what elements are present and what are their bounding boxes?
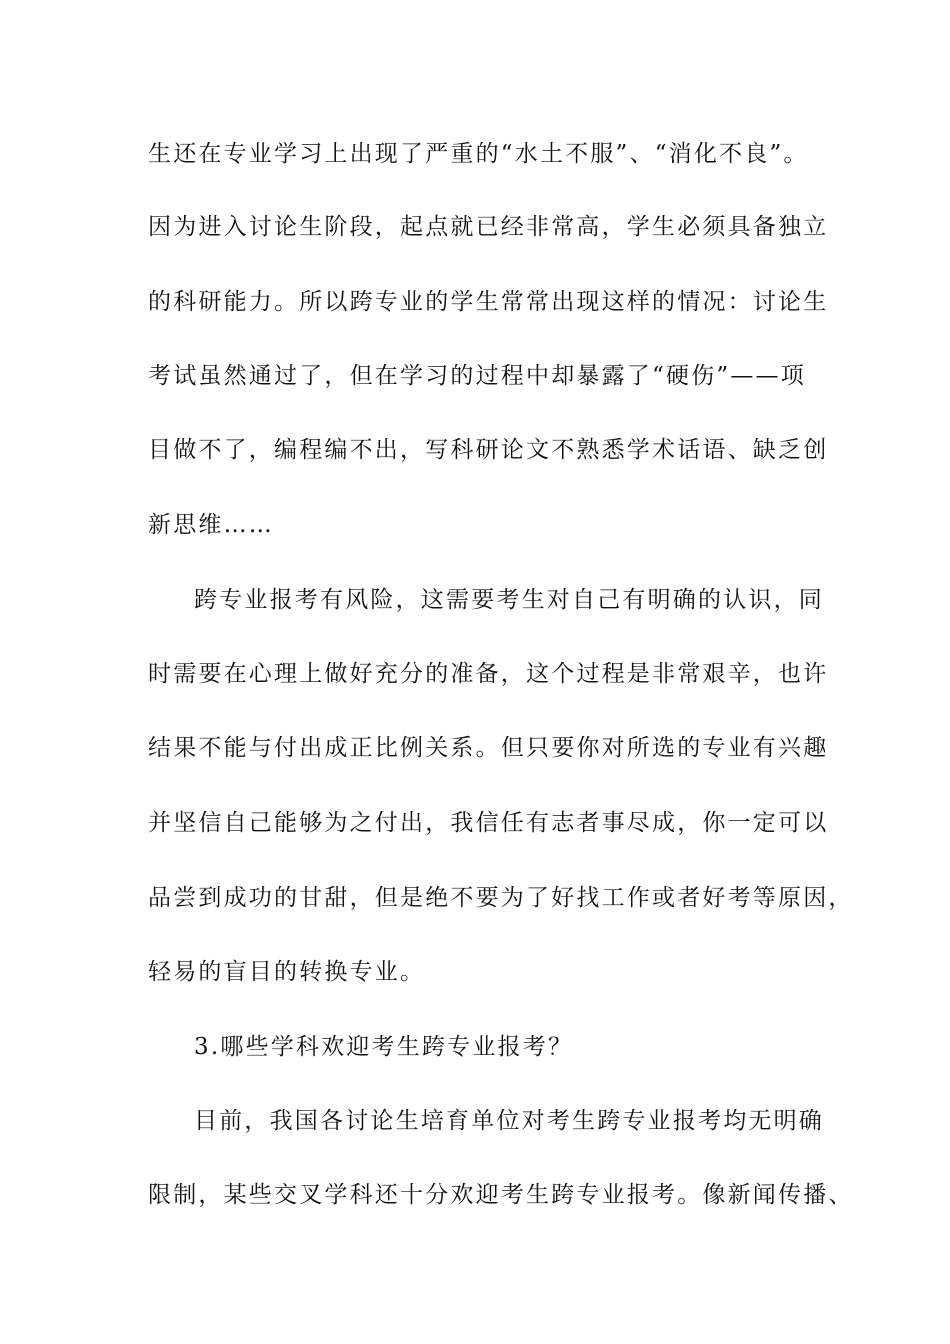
paragraph-line: 生还在专业学习上出现了严重的“水土不服”、“消化不良”。 <box>148 141 809 167</box>
paragraph-line: 因为进入讨论生阶段，起点就已经非常高，学生必须具备独立 <box>148 214 829 240</box>
section-heading: 3.哪些学科欢迎考生跨专业报考？ <box>194 1034 574 1060</box>
paragraph-line: 结果不能与付出成正比例关系。但只要你对所选的专业有兴趣 <box>148 735 829 761</box>
paragraph-line: 限制，某些交叉学科还十分欢迎考生跨专业报考。像新闻传播、 <box>148 1182 854 1208</box>
paragraph-line: 的科研能力。所以跨专业的学生常常出现这样的情况：讨论生 <box>148 289 829 315</box>
paragraph-line: 目前，我国各讨论生培育单位对考生跨专业报考均无明确 <box>194 1108 824 1134</box>
paragraph-line: 时需要在心理上做好充分的准备，这个过程是非常艰辛，也许 <box>148 661 829 687</box>
paragraph-line: 新思维…… <box>148 512 274 538</box>
paragraph-line: 考试虽然通过了，但在学习的过程中却暴露了“硬伤”——项 <box>148 363 806 389</box>
paragraph-line: 目做不了，编程编不出，写科研论文不熟悉学术话语、缺乏创 <box>148 437 829 463</box>
paragraph-line: 跨专业报考有风险，这需要考生对自己有明确的认识，同 <box>194 587 824 613</box>
paragraph-line: 轻易的盲目的转换专业。 <box>148 959 426 985</box>
paragraph-line: 并坚信自己能够为之付出，我信任有志者事尽成，你一定可以 <box>148 810 829 836</box>
paragraph-line: 品尝到成功的甘甜，但是绝不要为了好找工作或者好考等原因， <box>148 885 854 911</box>
